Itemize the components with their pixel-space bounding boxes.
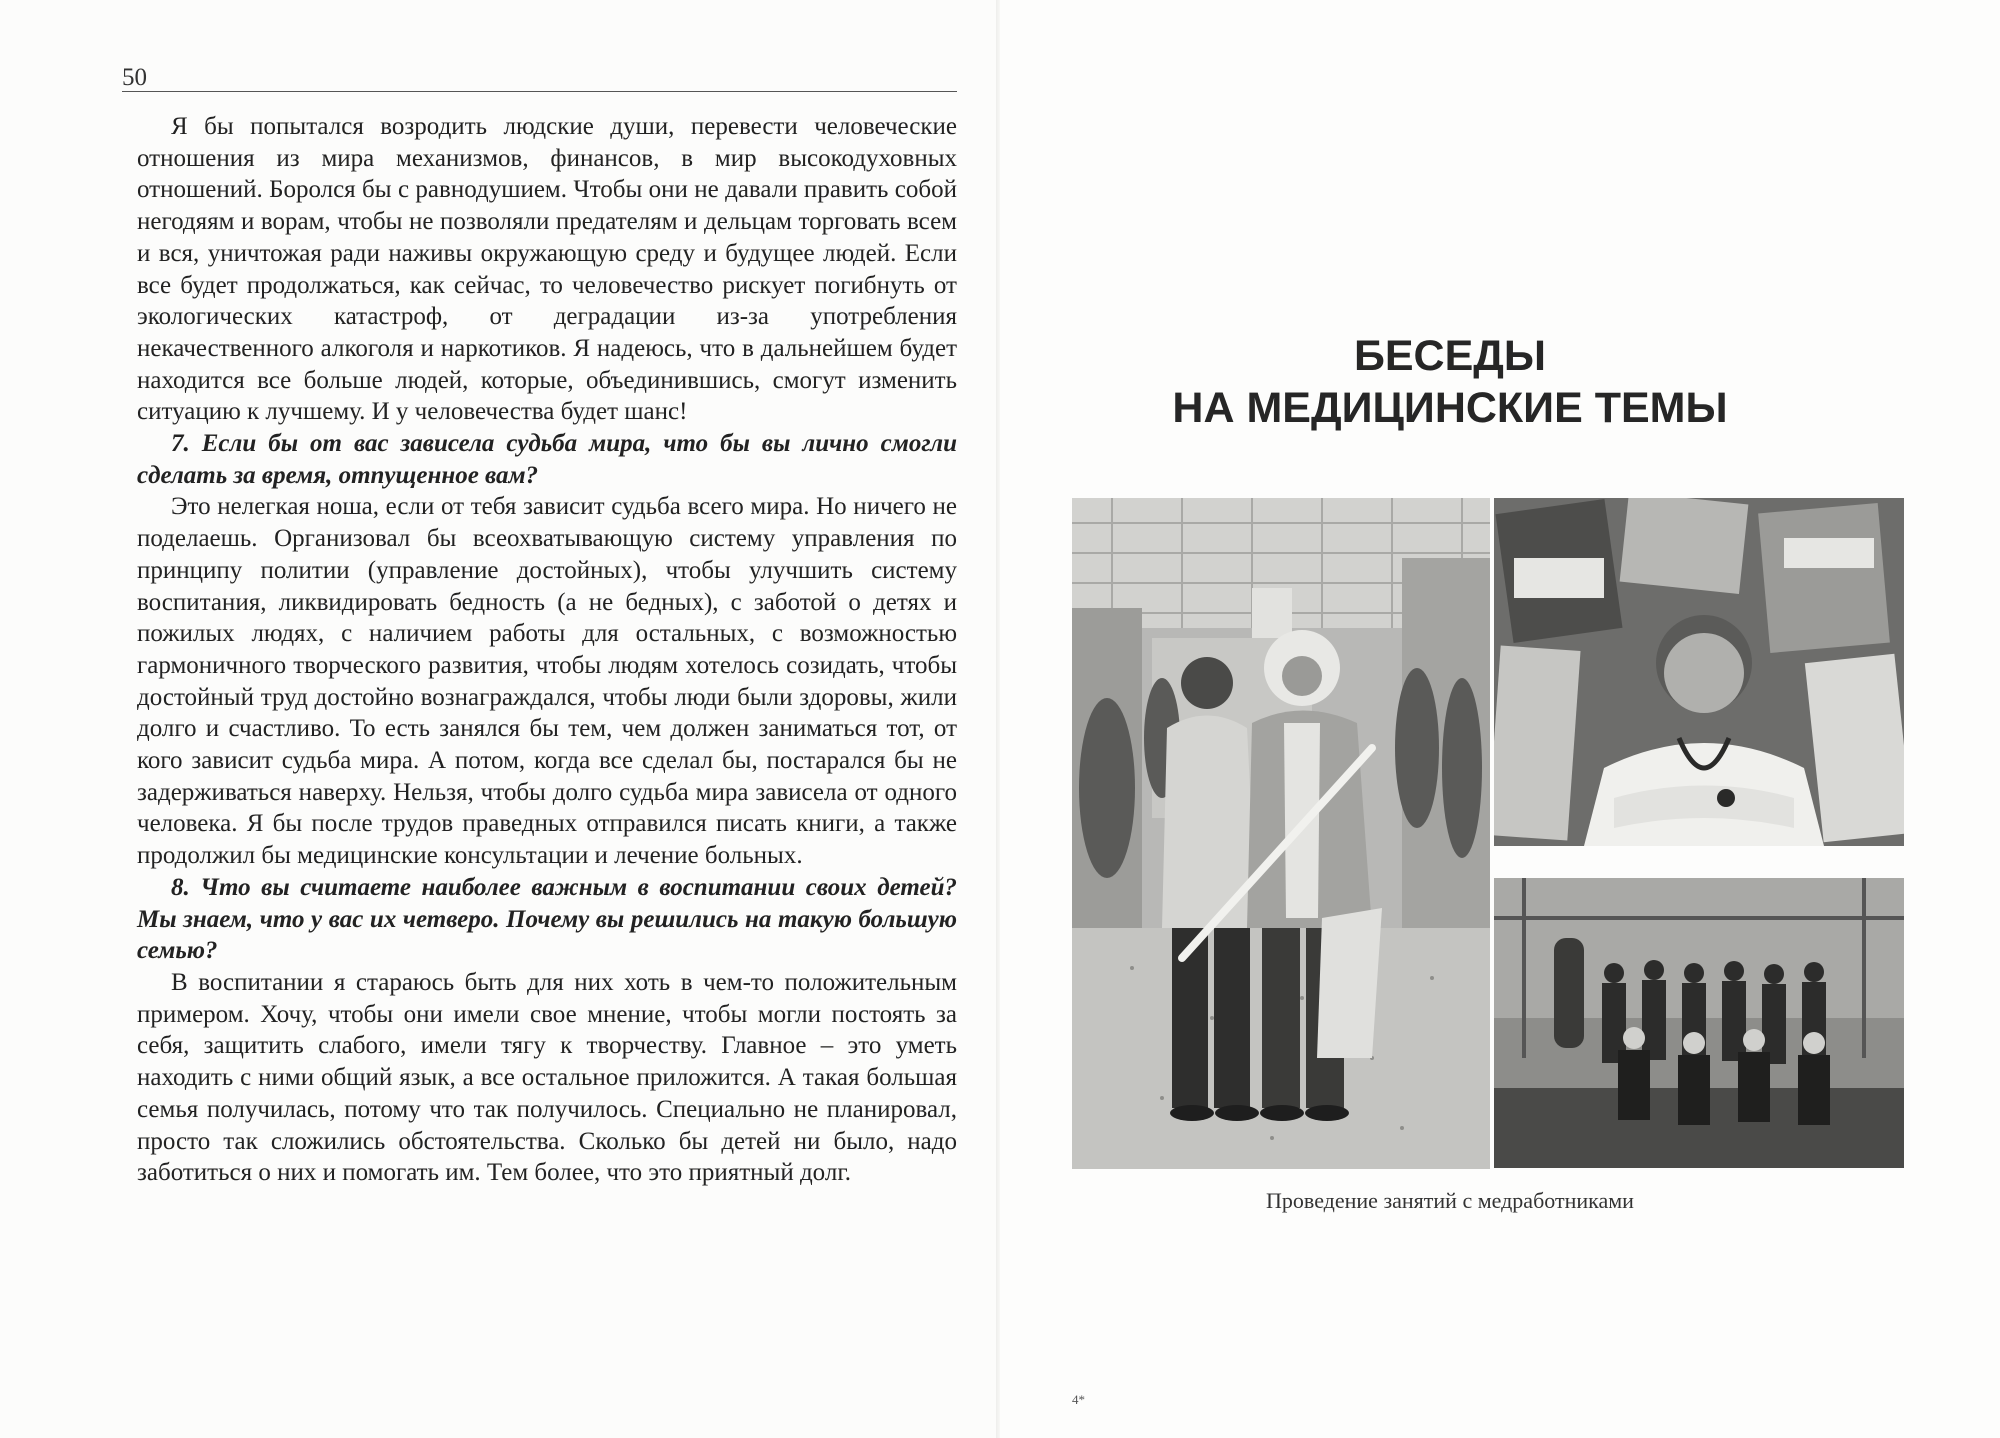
paragraph-answer-6: Я бы попытался возродить людские души, перевести человеческие отношения из мира механизмов, финансов, в мир высокодуховных отношений. Боролся бы с равнодушием. Чтобы они не давали править собой негодяям и ворам, чтобы не позволяли предателям и дельцам торговать всем и вся, уничтожая ради наживы окружающую среду и будущее людей. Если все будет продолжаться, как сейчас, то человечество рискует погибнуть от экологических катастроф, от деградации из-за употребления некачественного алкоголя и наркотиков. Я надеюсь, что в дальнейшем будет находится все больше людей, которые, объединившись, смогут изменить ситуацию к лучшему. И у человечества будет шанс! bbox=[137, 113, 957, 426]
paragraph-answer-7: Это нелегкая ноша, если от тебя зависит судьба всего мира. Но ничего не поделаешь. Организовал бы всеохватывающую систему управления по принципу политии (управление достойных), чтобы улучшить систему воспитания, ликвидировать бедность (а не бедных), с заботой о детях и пожилых людях, с наличием работы для остальных, с возможностью гармоничного творческого развития, чтобы людям хотелось созидать, чтобы достойный труд достойно вознаграждался, чтобы люди были здоровы, жили долго и счастливо. То есть занялся бы тем, чем должен заниматься тот, от кого зависит судьба мира. А потом, когда все сделал бы, постарался бы не задерживаться наверху. Нельзя, чтобы долго судьба мира зависела от одного человека. Я бы после трудов праведных отправился писать книги, а также продолжил бы медицинские консультации и лечение больных. bbox=[137, 493, 957, 870]
photo-two-men-hall bbox=[1072, 498, 1490, 1169]
photo-doctor-portrait bbox=[1494, 498, 1904, 846]
question-8: 8. Что вы считаете наиболее важным в воспитании своих детей? Мы знаем, что у вас их четверо. Почему вы решились на такую большую семью? bbox=[137, 873, 957, 965]
page-number: 50 bbox=[122, 64, 147, 91]
section-title-line-2: НА МЕДИЦИНСКИЕ ТЕМЫ bbox=[1172, 384, 1728, 432]
section-title-line-1: БЕСЕДЫ bbox=[1353, 332, 1547, 380]
header-rule bbox=[122, 91, 957, 92]
signature-mark: 4* bbox=[1072, 1392, 1085, 1407]
question-7: 7. Если бы от вас зависела судьба мира, что бы вы лично смогли сделать за время, отпущенное вам? bbox=[137, 430, 957, 489]
photo-caption: Проведение занятий с медработниками bbox=[1266, 1188, 1634, 1213]
paragraph-answer-8: В воспитании я стараюсь быть для них хоть в чем-то положительным примером. Хочу, чтобы они имели свое мнение, чтобы могли постоять за себя, защитить слабого, имели тягу к творчеству. Главное – это уметь находить с ними общий язык, а все остальное приложится. А такая большая семья получилась, потому что так получилось. Специально не планировал, просто так сложились обстоятельства. Сколько бы детей ни было, надо заботиться о них и помогать им. Тем более, что это приятный долг. bbox=[137, 968, 957, 1187]
section-title bbox=[1120, 330, 1780, 434]
body-text bbox=[137, 111, 957, 1189]
photo-group-gym bbox=[1494, 878, 1904, 1168]
